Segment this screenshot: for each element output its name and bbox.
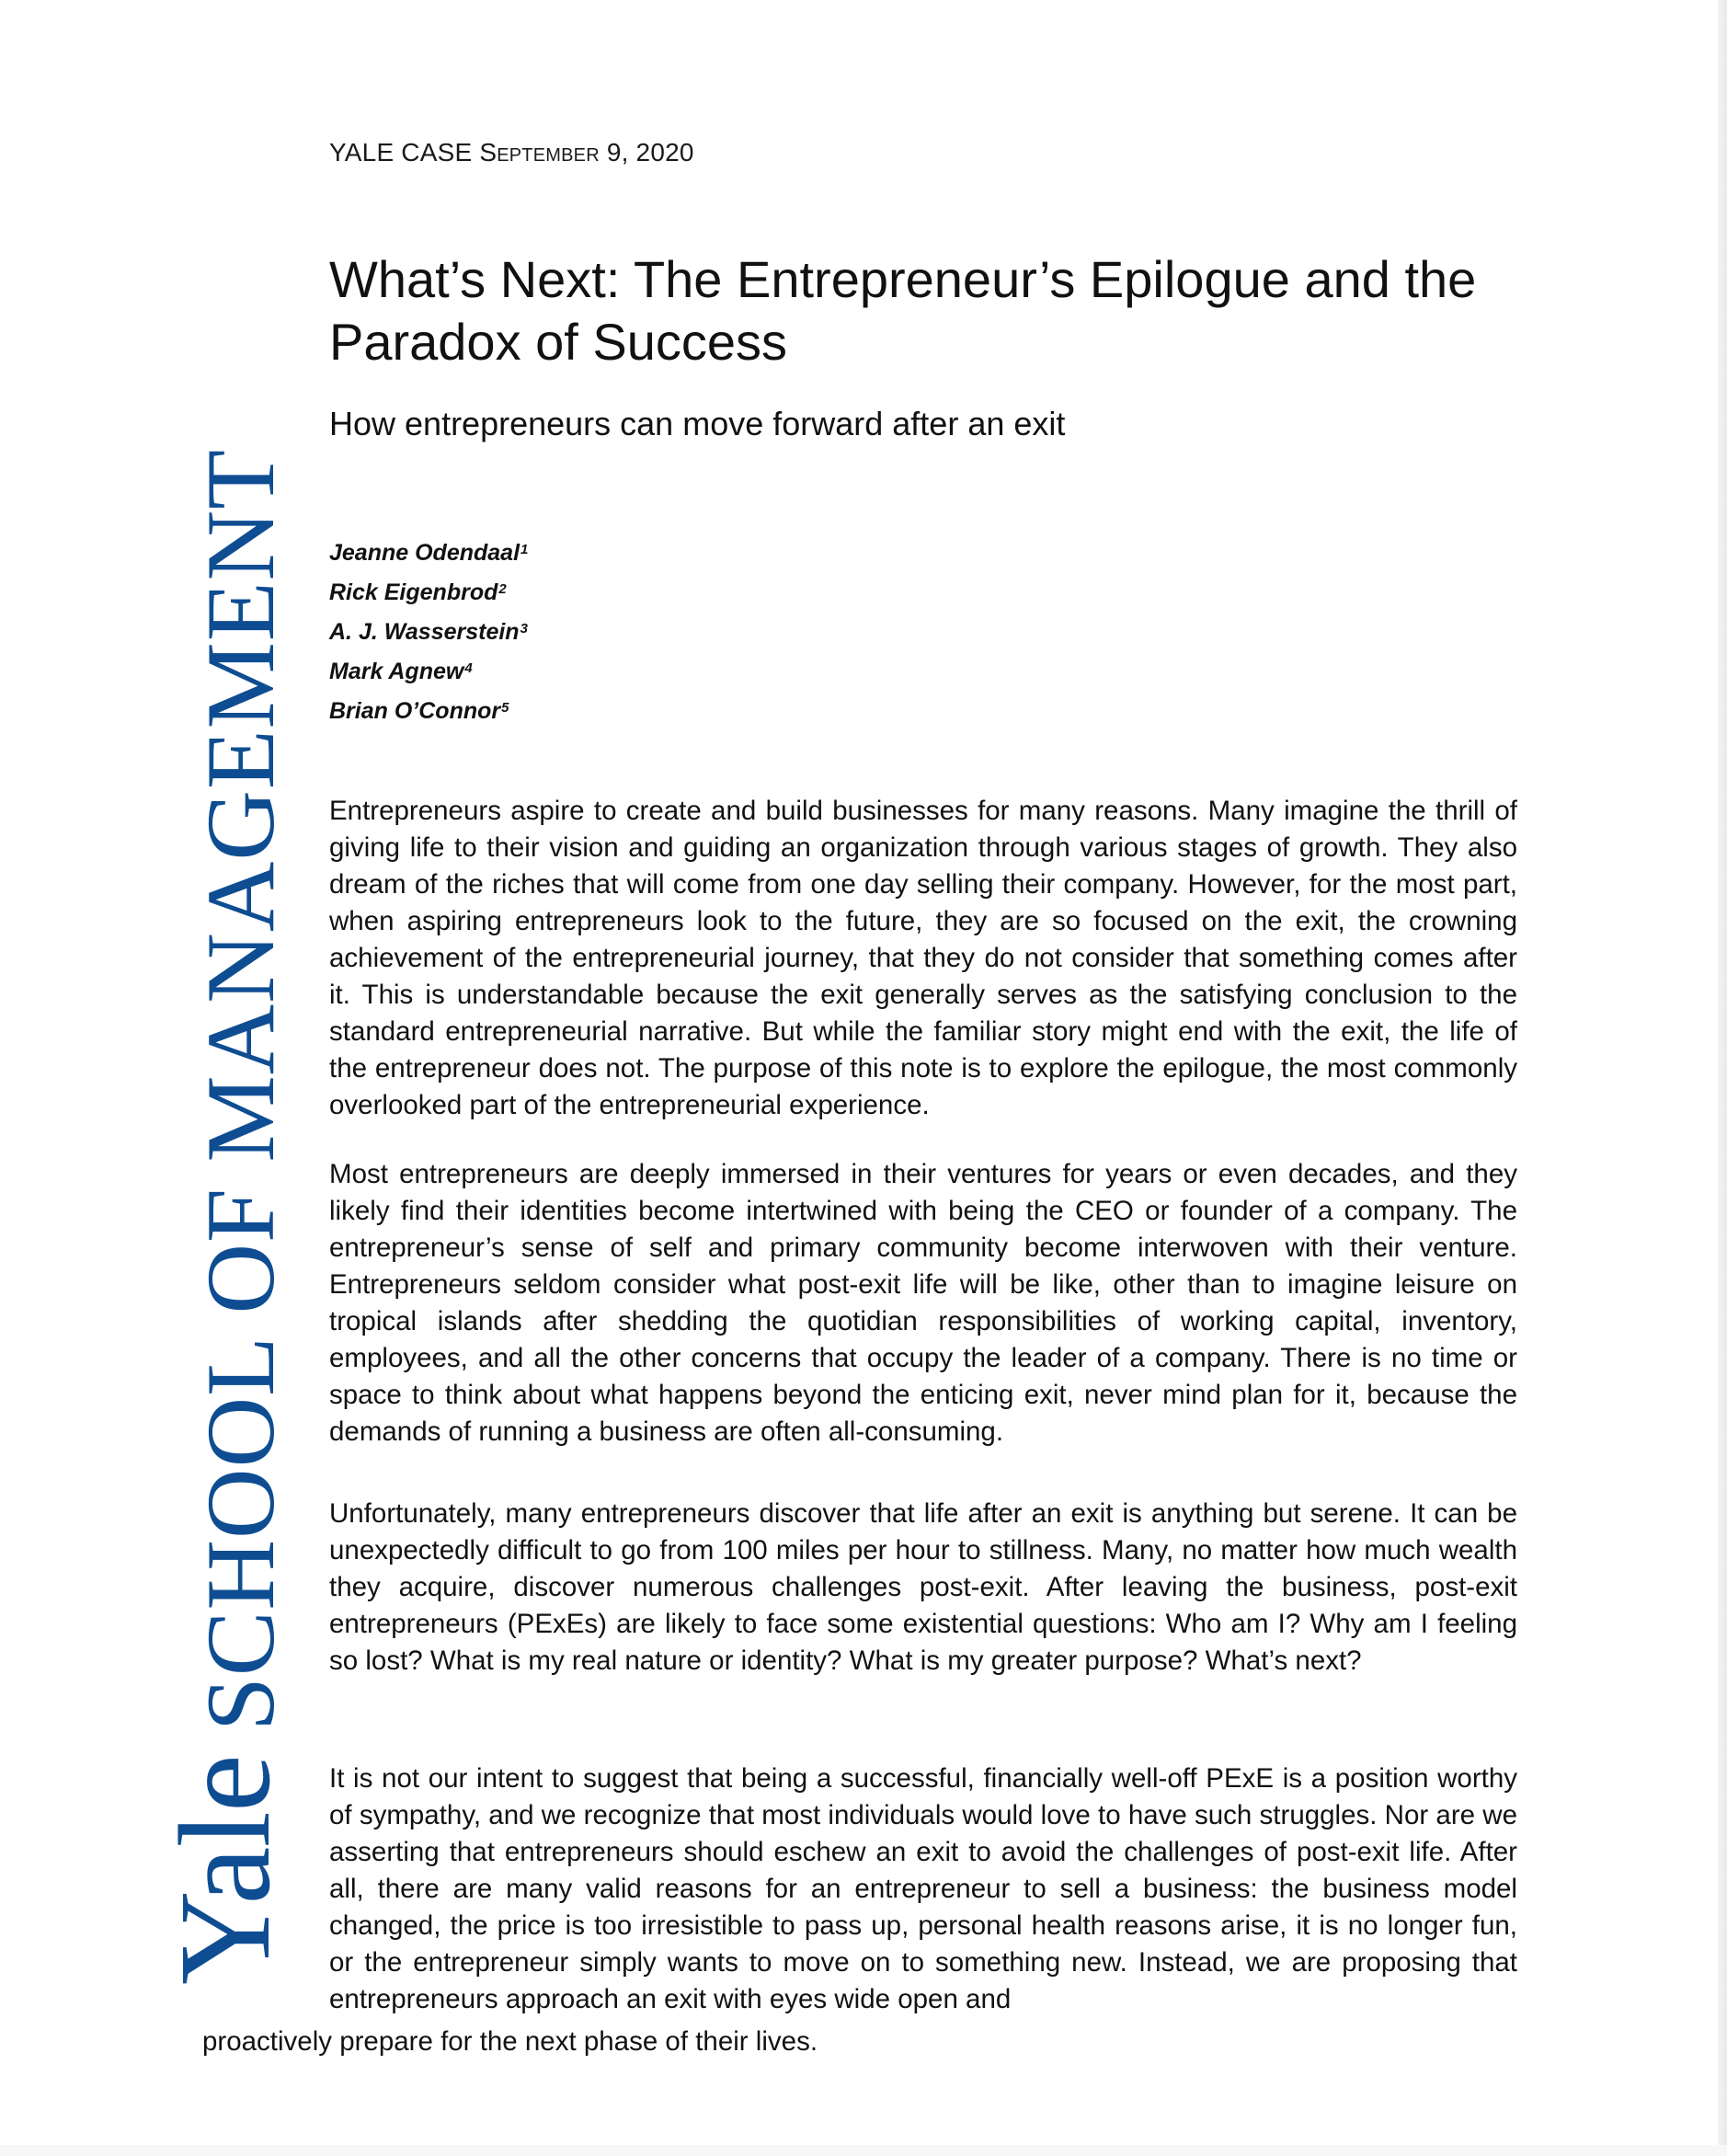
author-name: A. J. Wasserstein bbox=[329, 619, 520, 645]
author-name: Brian O’Connor bbox=[329, 698, 501, 724]
author-item bbox=[329, 613, 528, 652]
author-name: Mark Agnew bbox=[329, 659, 464, 684]
page-edge-shadow bbox=[1718, 0, 1727, 2156]
closing-line: proactively prepare for the next phase of their lives. bbox=[202, 2026, 818, 2057]
logo-yale-text: Yale bbox=[152, 1755, 297, 1985]
case-header bbox=[329, 138, 694, 167]
author-footnote-ref: 4 bbox=[464, 660, 473, 676]
author-footnote-ref: 3 bbox=[520, 621, 528, 636]
body-paragraph-2: Most entrepreneurs are deeply immersed in their ventures for years or even decades, and they likely find their identities become intertwined with being the CEO or founder of a company. The entrepreneur’s sense of self and primary community become interwoven with their venture. Entrepreneurs seldom consider what post-exit life will be like, other than to imagine leisure on tropical islands after shedding the quotidian responsibilities of working capital, inventory, employees, and all the other concerns that occupy the leader of a company. There is no time or space to think about what happens beyond the enticing exit, never mind plan for it, because the demands of running a business are often all-consuming. bbox=[329, 1159, 1517, 1447]
yale-som-logo bbox=[152, 173, 297, 1985]
author-name: Jeanne Odendaal bbox=[329, 540, 520, 566]
page-title: What’s Next: The Entrepreneur’s Epilogue and the Paradox of Success bbox=[329, 250, 1477, 371]
author-item bbox=[329, 692, 528, 731]
bottom-margin bbox=[0, 2145, 1727, 2156]
case-org: YALE CASE bbox=[329, 138, 473, 166]
author-name: Rick Eigenbrod bbox=[329, 579, 498, 605]
author-footnote-ref: 2 bbox=[498, 581, 507, 597]
body-paragraph-4: It is not our intent to suggest that being a successful, financially well-off PExE is a position worthy of sympathy, and we recognize that most individuals would love to have such struggles. Nor are we asserting that entrepreneurs should eschew an exit to avoid the challenges of post-exit life. After all, there are many valid reasons for an entrepreneur to sell a business: the business model changed, the price is too irresistible to pass up, personal health reasons arise, it is no longer fun, or the entrepreneur simply wants to move on to something new. Instead, we are proposing that entrepreneurs approach an exit with eyes wide open and bbox=[329, 1763, 1517, 2014]
author-item bbox=[329, 533, 528, 573]
author-footnote-ref: 5 bbox=[501, 700, 509, 716]
author-list bbox=[329, 533, 528, 731]
author-footnote-ref: 1 bbox=[520, 542, 529, 557]
body-paragraph-1: Entrepreneurs aspire to create and build businesses for many reasons. Many imagine the thrill of giving life to their vision and guiding an organization through various stages of growth. They also dream of the riches that will come from one day selling their company. However, for the most part, when aspiring entrepreneurs look to the future, they are so focused on the exit, the crowning achievement of the entrepreneurial journey, that they do not consider that something comes after it. This is understandable because the exit generally serves as the satisfying conclusion to the standard entrepreneurial narrative. But while the familiar story might end with the exit, the life of the entrepreneur does not. The purpose of this note is to explore the epilogue, the most commonly overlooked part of the entrepreneurial experience. bbox=[329, 796, 1517, 1120]
case-date: September 9, 2020 bbox=[479, 138, 694, 166]
author-item bbox=[329, 573, 528, 613]
author-item bbox=[329, 652, 528, 692]
page-subtitle: How entrepreneurs can move forward after an exit bbox=[329, 405, 1066, 442]
body-paragraph-3: Unfortunately, many entrepreneurs discover that life after an exit is anything but serene. It can be unexpectedly difficult to go from 100 miles per hour to stillness. Many, no matter how much wealth they acquire, discover numerous challenges post-exit. After leaving the business, post-exit entrepreneurs (PExEs) are likely to face some existential questions: Who am I? Why am I feeling so lost? What is my real nature or identity? What is my greater purpose? What’s next? bbox=[329, 1498, 1517, 1676]
logo-school-text: SCHOOL OF MANAGEMENT bbox=[187, 449, 294, 1732]
